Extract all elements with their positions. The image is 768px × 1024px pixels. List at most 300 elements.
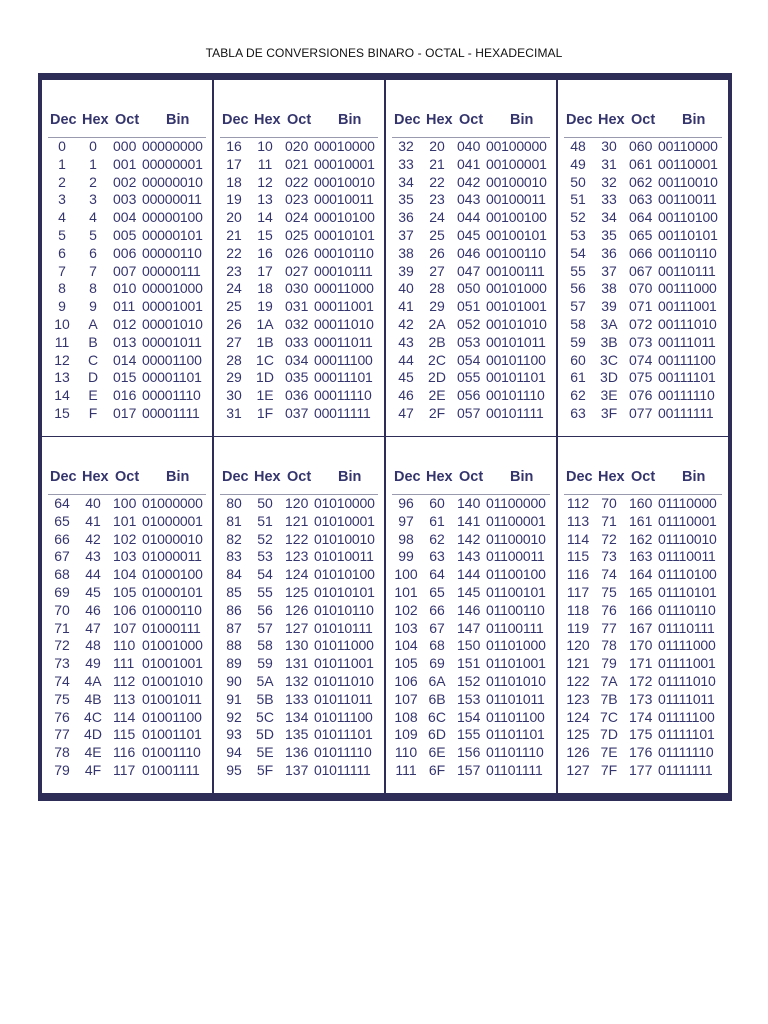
bin-cell: 00001110 <box>142 387 201 404</box>
oct-cell: 116 <box>113 744 136 761</box>
dec-cell: 67 <box>54 548 70 565</box>
bin-cell: 00011001 <box>314 298 374 315</box>
header-hex: Hex <box>426 112 453 128</box>
dec-cell: 81 <box>226 512 242 529</box>
bin-cell: 01100101 <box>486 583 546 600</box>
hex-cell: 1F <box>256 404 274 421</box>
dec-cell: 109 <box>394 726 418 743</box>
dec-cell: 95 <box>226 761 242 778</box>
table-row <box>386 531 556 549</box>
oct-cell: 072 <box>629 315 653 332</box>
oct-cell: 175 <box>629 726 653 743</box>
hex-cell: 38 <box>601 280 617 297</box>
dec-cell: 50 <box>570 173 586 190</box>
oct-cell: 016 <box>113 387 137 404</box>
oct-cell: 032 <box>285 315 309 332</box>
table-row <box>42 531 212 549</box>
bin-cell: 00101110 <box>486 387 545 404</box>
bin-cell: 00000101 <box>142 226 203 243</box>
bin-cell: 00110101 <box>658 226 718 243</box>
oct-cell: 140 <box>457 495 481 511</box>
hex-cell: 66 <box>429 601 445 618</box>
dec-cell: 14 <box>54 387 70 404</box>
oct-cell: 173 <box>629 690 653 707</box>
table-row <box>386 691 556 709</box>
header-dec: Dec <box>394 112 421 128</box>
dec-cell: 123 <box>566 690 590 707</box>
hex-cell: 19 <box>257 298 273 315</box>
hex-cell: 21 <box>429 155 445 172</box>
table-row <box>558 280 728 298</box>
dec-cell: 115 <box>566 548 590 565</box>
dec-cell: 43 <box>398 333 414 350</box>
hex-cell: 28 <box>429 280 445 297</box>
hex-cell: 2E <box>428 387 446 404</box>
table-row <box>386 138 556 156</box>
oct-cell: 151 <box>457 655 481 672</box>
dec-cell: 104 <box>394 637 418 654</box>
oct-cell: 007 <box>113 262 137 279</box>
oct-cell: 064 <box>629 209 653 226</box>
dec-cell: 21 <box>226 226 242 243</box>
oct-cell: 146 <box>457 601 481 618</box>
oct-cell: 145 <box>457 583 481 600</box>
bin-cell: 01110101 <box>658 583 717 600</box>
hex-cell: 78 <box>601 637 617 654</box>
dec-cell: 38 <box>398 244 414 261</box>
oct-cell: 053 <box>457 333 481 350</box>
bin-cell: 01000100 <box>142 566 203 583</box>
bin-cell: 01011100 <box>314 708 373 725</box>
table-row <box>42 620 212 638</box>
bin-cell: 01011011 <box>314 690 373 707</box>
hex-cell: 12 <box>257 173 273 190</box>
hex-cell: 5D <box>256 726 274 743</box>
header-hex: Hex <box>254 469 281 485</box>
table-row <box>42 369 212 387</box>
oct-cell: 046 <box>457 244 481 261</box>
oct-cell: 117 <box>113 761 136 778</box>
table-row <box>214 280 384 298</box>
oct-cell: 045 <box>457 226 481 243</box>
table-row <box>386 298 556 316</box>
table-row <box>558 227 728 245</box>
hex-cell: 45 <box>85 583 101 600</box>
bin-cell: 00110100 <box>658 209 718 226</box>
header-oct: Oct <box>115 112 140 128</box>
bin-cell: 00110011 <box>658 191 717 208</box>
oct-cell: 073 <box>629 333 653 350</box>
conversion-table <box>38 73 732 801</box>
oct-cell: 024 <box>285 209 309 226</box>
dec-cell: 35 <box>398 191 414 208</box>
bin-cell: 01111011 <box>658 690 715 707</box>
dec-cell: 31 <box>226 404 242 421</box>
oct-cell: 042 <box>457 173 481 190</box>
oct-cell: 111 <box>113 655 135 672</box>
hex-cell: 4F <box>84 761 102 778</box>
table-row <box>214 709 384 727</box>
bin-cell: 01011000 <box>314 637 374 654</box>
header-dec: Dec <box>566 112 593 128</box>
dec-cell: 30 <box>226 387 242 404</box>
hex-cell: 47 <box>85 619 101 636</box>
bin-cell: 00100101 <box>486 226 547 243</box>
dec-cell: 37 <box>398 226 414 243</box>
table-row <box>42 280 212 298</box>
table-row <box>386 673 556 691</box>
oct-cell: 105 <box>113 583 137 600</box>
header-hex: Hex <box>82 112 109 128</box>
table-row <box>42 174 212 192</box>
bin-cell: 00000011 <box>142 191 202 208</box>
bin-cell: 00110110 <box>658 244 717 261</box>
hex-cell: 4D <box>84 726 102 743</box>
dec-cell: 82 <box>226 530 242 547</box>
dec-cell: 36 <box>398 209 414 226</box>
hex-cell: 1E <box>256 387 274 404</box>
bin-cell: 01001001 <box>142 655 203 672</box>
bin-cell: 01001101 <box>142 726 202 743</box>
hex-cell: 51 <box>257 512 273 529</box>
oct-cell: 011 <box>113 298 136 315</box>
table-row <box>214 495 384 513</box>
hex-cell: 3C <box>600 351 618 368</box>
bin-cell: 01001110 <box>142 744 201 761</box>
bin-cell: 01110001 <box>658 512 717 529</box>
bin-cell: 01101000 <box>486 637 546 654</box>
dec-cell: 40 <box>398 280 414 297</box>
hex-cell: 4E <box>84 744 102 761</box>
dec-cell: 13 <box>54 369 70 386</box>
table-row <box>214 762 384 780</box>
table-row <box>42 602 212 620</box>
table-row <box>558 352 728 370</box>
hex-cell: 69 <box>429 655 445 672</box>
oct-cell: 021 <box>285 155 309 172</box>
oct-cell: 015 <box>113 369 137 386</box>
hex-cell: 1C <box>256 351 274 368</box>
oct-cell: 057 <box>457 404 481 421</box>
bin-cell: 00000010 <box>142 173 203 190</box>
bin-cell: 00000000 <box>142 138 203 154</box>
oct-cell: 076 <box>629 387 653 404</box>
hex-cell: 37 <box>601 262 617 279</box>
oct-cell: 134 <box>285 708 309 725</box>
oct-cell: 130 <box>285 637 309 654</box>
dec-cell: 45 <box>398 369 414 386</box>
dec-cell: 90 <box>226 672 242 689</box>
hex-cell: 14 <box>257 209 273 226</box>
dec-cell: 79 <box>54 761 70 778</box>
header-bin: Bin <box>682 112 706 128</box>
hex-cell: 7F <box>600 761 618 778</box>
bin-cell: 00111110 <box>658 387 715 404</box>
oct-cell: 056 <box>457 387 481 404</box>
table-row <box>386 513 556 531</box>
oct-cell: 141 <box>457 512 481 529</box>
dec-cell: 77 <box>54 726 70 743</box>
table-row <box>42 584 212 602</box>
hex-cell: 26 <box>429 244 445 261</box>
bin-cell: 00111101 <box>658 369 716 386</box>
hex-cell: 1B <box>256 333 274 350</box>
dec-cell: 99 <box>398 548 414 565</box>
table-row <box>42 655 212 673</box>
table-row <box>386 620 556 638</box>
header-oct: Oct <box>631 469 656 485</box>
hex-cell: 46 <box>85 601 101 618</box>
hex-cell: 3E <box>600 387 618 404</box>
bin-cell: 00011000 <box>314 280 374 297</box>
bin-cell: 01110110 <box>658 601 716 618</box>
bin-cell: 01111001 <box>658 655 716 672</box>
oct-cell: 101 <box>113 512 137 529</box>
table-row <box>386 334 556 352</box>
bin-cell: 01001010 <box>142 672 203 689</box>
dec-cell: 126 <box>566 744 590 761</box>
table-row <box>214 566 384 584</box>
oct-cell: 177 <box>629 761 653 778</box>
hex-cell: 25 <box>429 226 445 243</box>
hex-cell: 34 <box>601 209 617 226</box>
oct-cell: 162 <box>629 530 653 547</box>
table-row <box>386 762 556 780</box>
oct-cell: 126 <box>285 601 309 618</box>
bin-cell: 01100110 <box>486 601 545 618</box>
column-header-row <box>50 112 212 130</box>
dec-cell: 17 <box>226 155 242 172</box>
dec-cell: 56 <box>570 280 586 297</box>
table-row <box>42 227 212 245</box>
oct-cell: 014 <box>113 351 137 368</box>
bin-cell: 01101101 <box>486 726 545 743</box>
table-row <box>42 387 212 405</box>
bin-cell: 00100011 <box>486 191 546 208</box>
hex-cell: C <box>87 351 99 368</box>
table-row <box>558 744 728 762</box>
hex-cell: A <box>88 315 98 332</box>
oct-cell: 102 <box>113 530 137 547</box>
table-row <box>558 334 728 352</box>
dec-cell: 74 <box>54 672 70 689</box>
header-hex: Hex <box>82 469 109 485</box>
table-row <box>214 387 384 405</box>
row-list <box>558 138 728 423</box>
bin-cell: 01111000 <box>658 637 716 654</box>
hex-cell: 7E <box>600 744 618 761</box>
table-row <box>558 584 728 602</box>
hex-cell: 54 <box>257 566 273 583</box>
oct-cell: 035 <box>285 369 309 386</box>
oct-cell: 152 <box>457 672 481 689</box>
bin-cell: 00011100 <box>314 351 373 368</box>
bin-cell: 00111000 <box>658 280 717 297</box>
table-row <box>558 655 728 673</box>
hex-cell: 11 <box>257 155 273 172</box>
dec-cell: 25 <box>226 298 242 315</box>
dec-cell: 111 <box>395 761 417 778</box>
hex-cell: 17 <box>257 262 273 279</box>
dec-cell: 103 <box>394 619 418 636</box>
dec-cell: 116 <box>566 566 590 583</box>
row-list <box>386 495 556 780</box>
table-row <box>558 637 728 655</box>
oct-cell: 170 <box>629 637 653 654</box>
oct-cell: 176 <box>629 744 653 761</box>
header-bin: Bin <box>338 469 362 485</box>
oct-cell: 026 <box>285 244 309 261</box>
bin-cell: 01101011 <box>486 690 545 707</box>
oct-cell: 115 <box>113 726 136 743</box>
hex-cell: 3B <box>600 333 618 350</box>
hex-cell: 7D <box>600 726 618 743</box>
hex-cell: 7 <box>89 262 97 279</box>
table-row <box>558 209 728 227</box>
oct-cell: 013 <box>113 333 137 350</box>
oct-cell: 165 <box>629 583 653 600</box>
dec-cell: 64 <box>54 495 70 511</box>
dec-cell: 12 <box>54 351 70 368</box>
hex-cell: 31 <box>601 155 617 172</box>
oct-cell: 022 <box>285 173 309 190</box>
column-header-row <box>566 112 728 130</box>
dec-cell: 55 <box>570 262 586 279</box>
hex-cell: 6B <box>428 690 446 707</box>
dec-cell: 0 <box>58 138 66 154</box>
bin-cell: 01101001 <box>486 655 546 672</box>
row-list <box>214 495 384 780</box>
dec-cell: 121 <box>566 655 590 672</box>
table-row <box>214 245 384 263</box>
bin-cell: 01001100 <box>142 708 202 725</box>
bin-cell: 01101110 <box>486 744 544 761</box>
header-oct: Oct <box>115 469 140 485</box>
table-row <box>386 637 556 655</box>
header-oct: Oct <box>631 112 656 128</box>
hex-cell: 3D <box>600 369 618 386</box>
hex-cell: 2A <box>428 315 446 332</box>
hex-cell: 5F <box>256 761 274 778</box>
table-row <box>386 709 556 727</box>
table-row <box>558 513 728 531</box>
oct-cell: 040 <box>457 138 481 154</box>
dec-cell: 86 <box>226 601 242 618</box>
bin-cell: 01010000 <box>314 495 375 511</box>
bin-cell: 01011001 <box>314 655 374 672</box>
dec-cell: 93 <box>226 726 242 743</box>
table-row <box>214 637 384 655</box>
bin-cell: 00010111 <box>314 262 373 279</box>
oct-cell: 155 <box>457 726 481 743</box>
hex-cell: 74 <box>601 566 617 583</box>
bin-cell: 00111111 <box>658 404 714 421</box>
bin-cell: 01111100 <box>658 708 715 725</box>
hex-cell: 61 <box>429 512 445 529</box>
header-oct: Oct <box>459 469 484 485</box>
bin-cell: 00111011 <box>658 333 716 350</box>
oct-cell: 074 <box>629 351 653 368</box>
table-row <box>42 566 212 584</box>
hex-cell: 65 <box>429 583 445 600</box>
oct-cell: 144 <box>457 566 481 583</box>
oct-cell: 005 <box>113 226 137 243</box>
oct-cell: 036 <box>285 387 309 404</box>
table-row <box>214 369 384 387</box>
dec-cell: 3 <box>58 191 66 208</box>
bin-cell: 01100000 <box>486 495 546 511</box>
table-row <box>42 138 212 156</box>
dec-cell: 112 <box>566 495 590 511</box>
table-row <box>558 405 728 423</box>
table-row <box>386 602 556 620</box>
bin-cell: 00010100 <box>314 209 375 226</box>
table-row <box>42 405 212 423</box>
table-row <box>386 191 556 209</box>
hex-cell: 6E <box>428 744 446 761</box>
table-row <box>42 156 212 174</box>
table-row <box>214 744 384 762</box>
hex-cell: 33 <box>601 191 617 208</box>
bin-cell: 00101101 <box>486 369 546 386</box>
dec-cell: 26 <box>226 315 242 332</box>
dec-cell: 51 <box>570 191 586 208</box>
dec-cell: 69 <box>54 583 70 600</box>
dec-cell: 5 <box>58 226 66 243</box>
table-row <box>214 174 384 192</box>
hex-cell: 4B <box>84 690 102 707</box>
bin-cell: 00010110 <box>314 244 374 261</box>
bin-cell: 00001011 <box>142 333 202 350</box>
bin-cell: 00100010 <box>486 173 547 190</box>
header-bin: Bin <box>510 469 534 485</box>
dec-cell: 7 <box>58 262 66 279</box>
hex-cell: 39 <box>601 298 617 315</box>
oct-cell: 003 <box>113 191 137 208</box>
oct-cell: 010 <box>113 280 137 297</box>
bin-cell: 01111010 <box>658 672 716 689</box>
hex-cell: 35 <box>601 226 617 243</box>
hex-cell: 60 <box>429 495 445 511</box>
hex-cell: 43 <box>85 548 101 565</box>
hex-cell: 20 <box>429 138 445 154</box>
dec-cell: 91 <box>226 690 242 707</box>
dec-cell: 120 <box>566 637 590 654</box>
hex-cell: 63 <box>429 548 445 565</box>
oct-cell: 061 <box>629 155 653 172</box>
header-hex: Hex <box>426 469 453 485</box>
table-row <box>386 245 556 263</box>
dec-cell: 23 <box>226 262 242 279</box>
row-list <box>42 495 212 780</box>
hex-cell: 2D <box>428 369 446 386</box>
table-row <box>214 209 384 227</box>
bin-cell: 01010110 <box>314 601 374 618</box>
dec-cell: 63 <box>570 404 586 421</box>
bin-cell: 01101100 <box>486 708 545 725</box>
hex-cell: 27 <box>429 262 445 279</box>
dec-cell: 75 <box>54 690 70 707</box>
dec-cell: 24 <box>226 280 242 297</box>
oct-cell: 031 <box>285 298 309 315</box>
hex-cell: 79 <box>601 655 617 672</box>
bin-cell: 00001001 <box>142 298 203 315</box>
table-row <box>386 227 556 245</box>
oct-cell: 143 <box>457 548 481 565</box>
column-header-row <box>566 469 728 487</box>
bin-cell: 00100100 <box>486 209 547 226</box>
conversion-block-1 <box>42 80 212 436</box>
